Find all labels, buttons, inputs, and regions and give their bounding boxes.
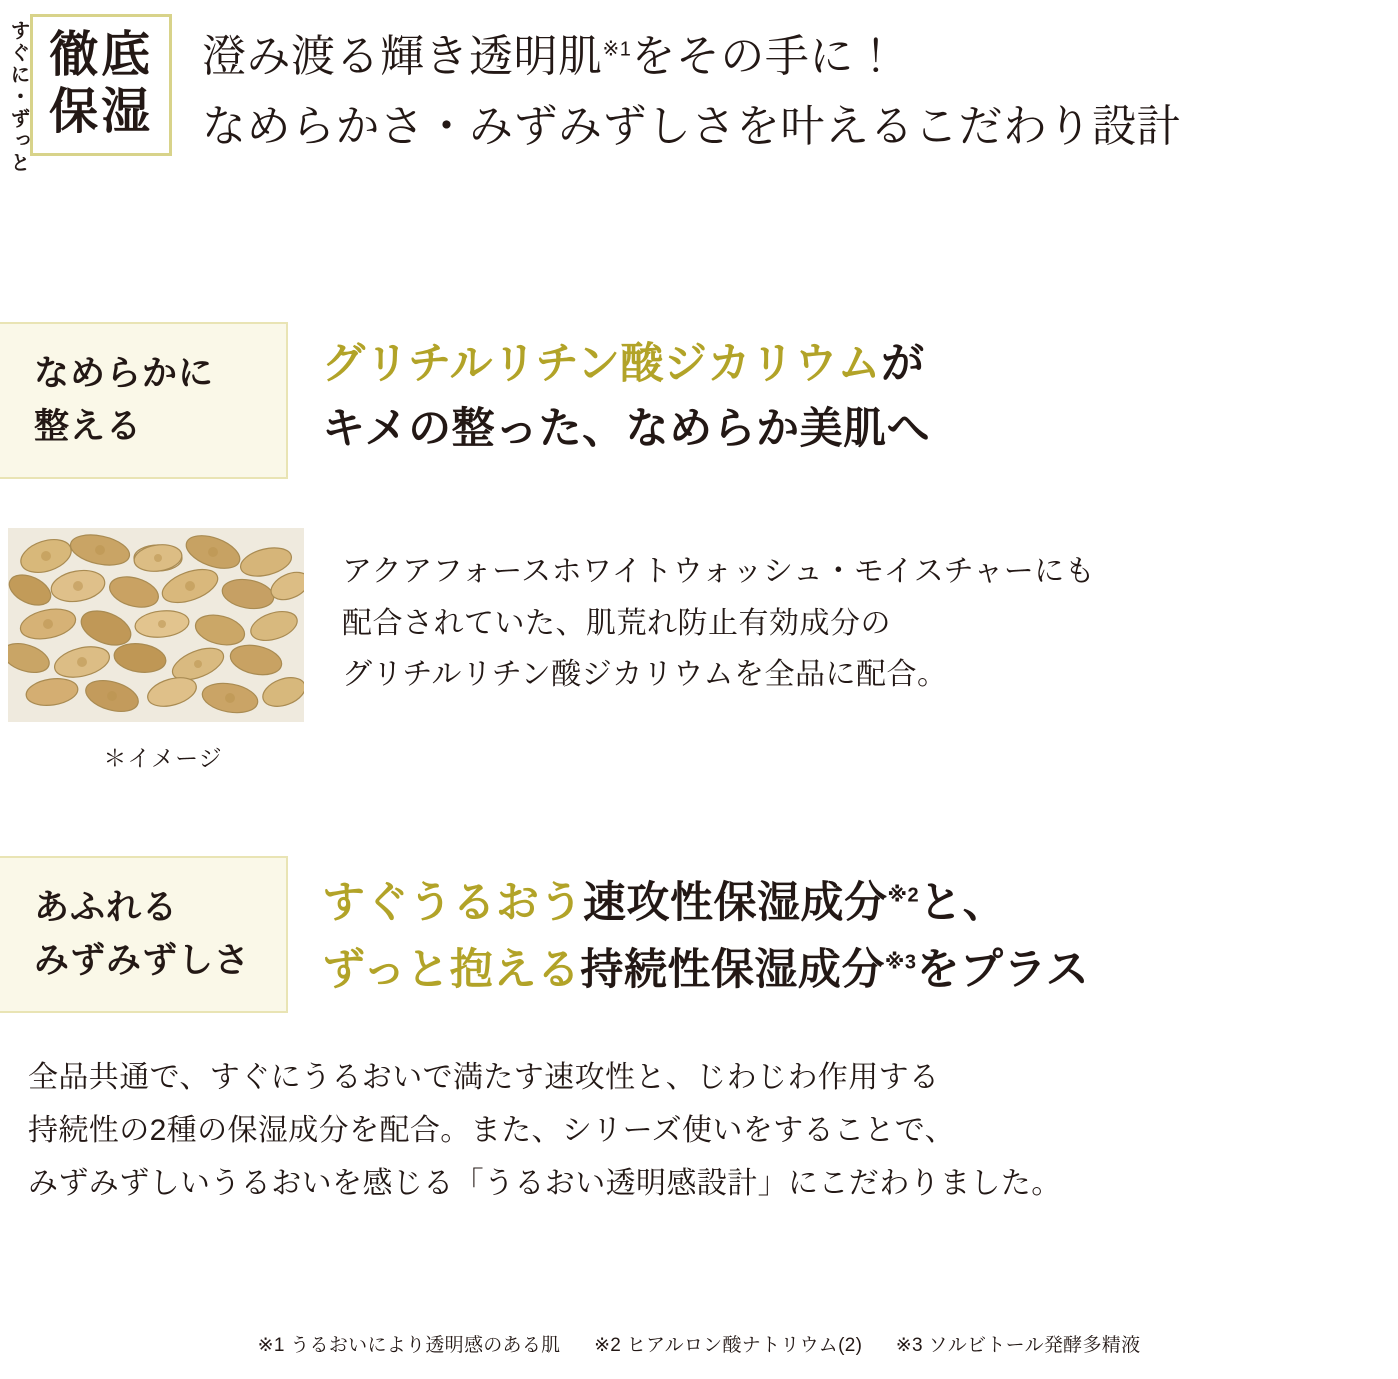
section3-headline-line-2-gold: ずっと抱える (322, 946, 581, 995)
section2-tag-line-1: なめらかに (34, 354, 215, 393)
footnote-3: ※3 ソルビトール発酵多精液 (895, 1335, 1141, 1356)
section2-description-line-3: グリチルリチン酸ジカリウムを全品に配合。 (342, 658, 948, 692)
section-smooth (0, 322, 1398, 479)
section2-headline-ingredient: グリチルリチン酸ジカリウム (322, 340, 882, 388)
section3-headline-line-1-tail: と、 (919, 879, 1007, 927)
licorice-image-column (8, 528, 318, 773)
section1-headline-line-1 (202, 22, 1181, 92)
section2-body (0, 528, 1398, 773)
section2-description (342, 546, 1095, 701)
section1-tag-group (7, 14, 172, 174)
section3-headline-line-1-black: 速攻性保湿成分 (583, 879, 888, 927)
section1-tag-line-1: 徹底 (49, 28, 154, 82)
section3-headline-line-2 (322, 937, 1089, 1004)
section3-tag-line-2: みずみずしさ (34, 940, 251, 980)
section2-headline-line-1-tail: が (881, 340, 925, 388)
section1-vertical-label: すぐに・ずっと (7, 20, 29, 174)
section2-headline (322, 332, 930, 463)
section1-headline-line-1-post: をその手に！ (631, 32, 899, 81)
section3-headline-line-2-tail: をプラス (916, 946, 1090, 995)
section3-headline-line-1-sup: ※2 (887, 884, 920, 907)
section1-headline-line-1-pre: 澄み渡る輝き透明肌 (202, 32, 603, 81)
section3-headline (322, 870, 1089, 1004)
section2-headline-line-2: キメの整った、なめらか美肌へ (322, 405, 931, 454)
section1-headline-sup: ※1 (602, 38, 632, 61)
section1-headline (202, 22, 1181, 161)
section3-headline-line-1 (322, 870, 1089, 937)
section-thorough-moisture (0, 0, 1398, 174)
footnote-2: ※2 ヒアルロン酸ナトリウム(2) (594, 1335, 863, 1356)
section2-description-line-1: アクアフォースホワイトウォッシュ・モイスチャーにも (342, 555, 1096, 588)
section3-description-line-3: みずみずしいうるおいを感じる「うるおい透明感設計」にこだわりました。 (28, 1166, 1062, 1200)
section3-tag-box (0, 856, 288, 1013)
section3-headline-line-1-gold: すぐうるおう (322, 879, 583, 927)
section2-tag-line-2: 整える (34, 406, 143, 446)
section2-description-line-2: 配合されていた、肌荒れ防止有効成分の (342, 606, 891, 640)
section-hydration (0, 856, 1398, 1013)
footnotes (0, 1330, 1398, 1357)
image-caption: ＊イメージ (103, 745, 223, 771)
licorice-root-photo (8, 528, 304, 722)
section3-description-line-2: 持続性の2種の保湿成分を配合。また、シリーズ使いをすることで、 (28, 1113, 955, 1147)
section3-headline-line-2-black: 持続性保湿成分 (580, 946, 885, 995)
section1-headline-line-2: なめらかさ・みずみずしさを叶えるこだわり設計 (202, 101, 1182, 151)
section1-tag-box (30, 14, 172, 156)
section2-tag-box (0, 322, 288, 479)
footnote-1: ※1 うるおいにより透明感のある肌 (257, 1335, 561, 1356)
section3-tag-line-1: あふれる (34, 888, 179, 927)
licorice-root-illustration (8, 528, 304, 722)
section3-description (28, 1052, 1368, 1210)
section1-tag-line-2: 保湿 (49, 84, 154, 139)
section3-description-line-1: 全品共通で、すぐにうるおいで満たす速攻性と、じわじわ作用する (28, 1061, 940, 1094)
section2-headline-line-1 (322, 332, 930, 397)
section3-headline-line-2-sup: ※3 (884, 951, 917, 974)
